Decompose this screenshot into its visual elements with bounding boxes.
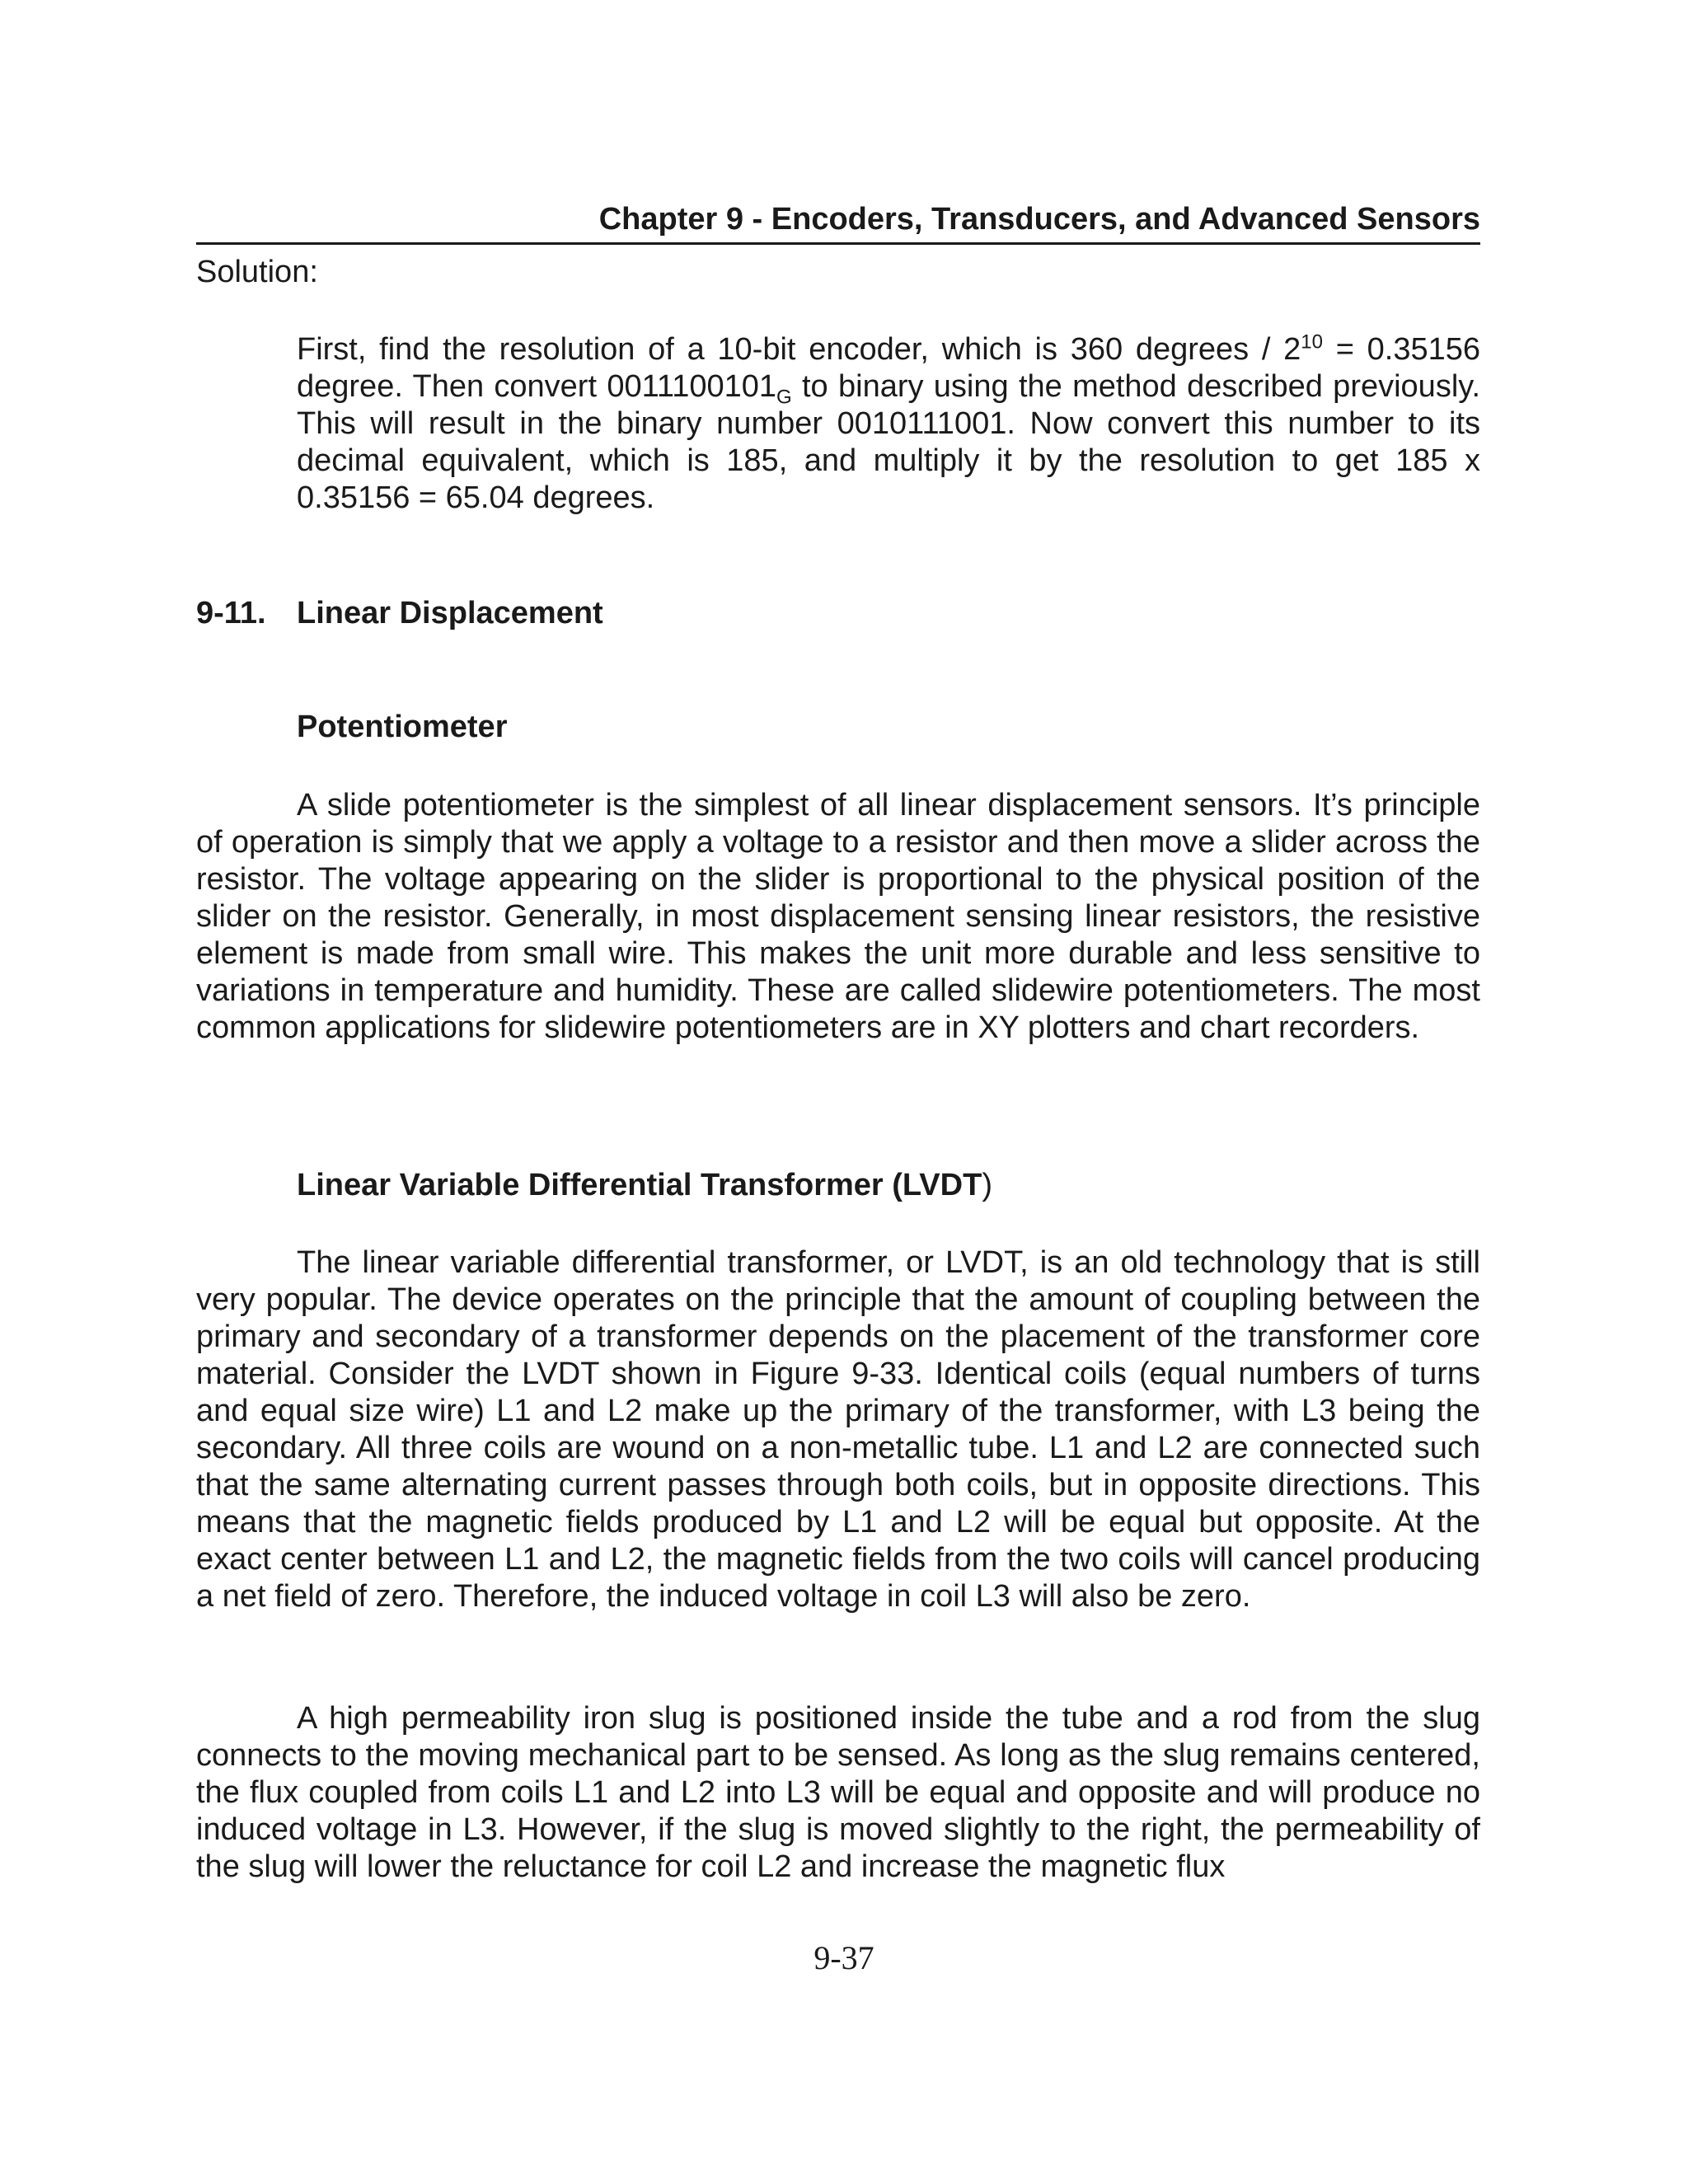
running-header: [196, 196, 1480, 245]
solution-text-part2: = 0.35156 degree. Then convert 0011100101: [297, 332, 1480, 404]
page-number: 9-37: [814, 1939, 874, 1976]
lvdt-paragraph-1: The linear variable differential transformer, or LVDT, is an old technology that is still very popular. The device operates on the principle that the amount of coupling between the primary and secondary of a transformer depends on the placement of the transformer core material. Consider the LVDT shown in Figure 9-33. Identical coils (equal numbers of turns and equal size wire) L1 and L2 make up the primary of the transformer, with L3 being the secondary. All three coils are wound on a non-metallic tube. L1 and L2 are connected such that the same alternating current passes through both coils, but in opposite directions. This means that the magnetic fields produced by L1 and L2 will be equal but opposite. At the exact center between L1 and L2, the magnetic fields from the two coils will cancel producing a net field of zero. Therefore, the induced voltage in coil L3 will also be zero.: [196, 1245, 1480, 1614]
lvdt-heading-text: Linear Variable Differential Transformer (LVDT: [297, 1168, 982, 1202]
lvdt-paragraph-2: A high permeability iron slug is positioned inside the tube and a rod from the slug connects to the moving mechanical part to be sensed. As long as the slug remains centered, the flux coupled from coils L1 and L2 into L3 will be equal and opposite and will produce no induced voltage in L3. However, if the slug is moved slightly to the right, the permeability of the slug will lower the reluctance for coil L2 and increase the magnetic flux: [196, 1701, 1480, 1884]
gray-code-subscript: G: [776, 386, 792, 409]
section-heading: [196, 595, 1480, 632]
solution-text-part3: to binary using the method described previously. This will result in the binary number 0010111001. Now convert this number to its decimal equivalent, which is 185, and multiply it by the resolution to get 185 x 0.35156 = 65.04 degrees.: [297, 369, 1480, 515]
exponent-superscript: 10: [1301, 330, 1323, 354]
lvdt-heading: [297, 1167, 1480, 1204]
potentiometer-heading: Potentiometer: [297, 710, 508, 744]
section-title: Linear Displacement: [297, 596, 603, 630]
lvdt-heading-close: ): [982, 1168, 992, 1202]
running-header-title: Chapter 9 - Encoders, Transducers, and Advanced Sensors: [598, 202, 1480, 237]
section-number: 9-11.: [196, 596, 266, 630]
solution-text-part1: First, find the resolution of a 10-bit encoder, which is 360 degrees / 2: [297, 332, 1301, 367]
solution-paragraph: [297, 331, 1480, 517]
solution-label: Solution:: [196, 255, 318, 289]
potentiometer-paragraph: A slide potentiometer is the simplest of all linear displacement sensors. It’s principle of operation is simply that we apply a voltage to a resistor and then move a slider across the resistor. The voltage appearing on the slider is proportional to the physical position of the slider on the resistor. Generally, in most displacement sensing linear resistors, the resistive element is made from small wire. This makes the unit more durable and less sensitive to variations in temperature and humidity. These are called slidewire potentiometers. The most common applications for slidewire potentiometers are in XY plotters and chart recorders.: [196, 788, 1480, 1045]
